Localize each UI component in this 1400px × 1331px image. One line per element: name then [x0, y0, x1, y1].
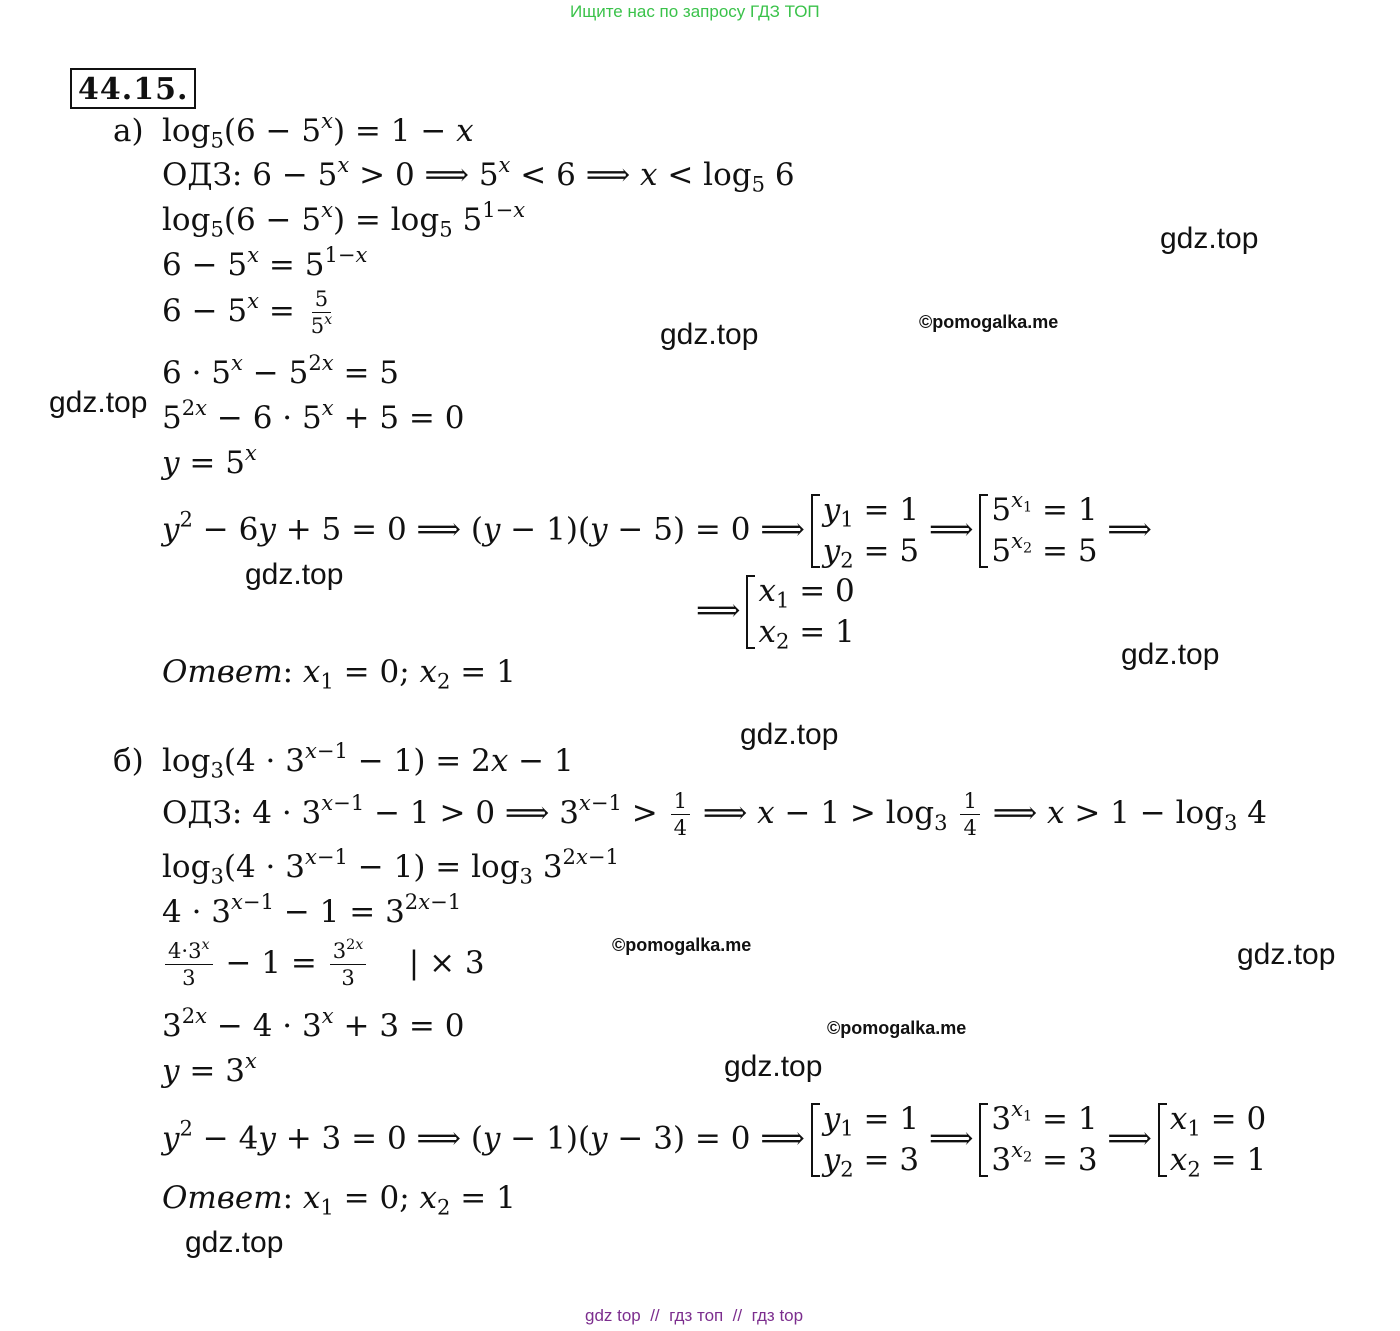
bracket — [811, 494, 820, 568]
part-b-step-3: $\frac{4\cdot 3^x}{3}$ − 1 = $\frac{3^{2x}}{3}$ | × 3 — [162, 940, 485, 989]
part-b-answer: Ответ: $x_1 = 0$; $x_2 = 1$ — [162, 1180, 516, 1220]
bracket — [811, 1103, 820, 1177]
part-a-step-3: $6 - 5^x$ = $\frac{5}{5^x}$ — [162, 288, 338, 337]
copyright-mark: ©pomogalka.me — [612, 935, 752, 955]
watermark: gdz.top — [1121, 638, 1220, 671]
bracket — [979, 1103, 988, 1177]
part-b-answer-label: Ответ — [162, 1180, 283, 1216]
watermark: gdz.top — [185, 1226, 284, 1259]
watermark: gdz.top — [245, 558, 344, 591]
part-a-answer-label: Ответ — [162, 654, 283, 690]
fraction: $\frac{1}{4}$ — [671, 790, 690, 839]
part-a-quadratic: $y^2 - 6y + 5 = 0$ ⟹ (y − 1)(y − 5) = 0 ⟹ $y_1 = 1$ $y_2 = 5$ ⟹ $5^{x_1} = 1$ $5^{x_2} = 5$ ⟹ — [162, 486, 1152, 573]
problem-number: 44.15. — [70, 68, 196, 109]
copyright-mark: ©pomogalka.me — [827, 1018, 967, 1038]
watermark: gdz.top — [724, 1050, 823, 1083]
watermark: gdz.top — [740, 718, 839, 751]
part-b-step-2: $4 \cdot 3^{x-1} - 1 = 3^{2x-1}$ — [162, 888, 462, 930]
fraction: $\frac{5}{5^x}$ — [310, 286, 333, 339]
watermark: gdz.top — [49, 386, 148, 419]
part-b-label: б) — [113, 743, 144, 779]
part-a-odz: ОДЗ: $6 - 5^x > 0$ ⟹ $5^x < 6$ ⟹ $x < \log_5 6$ — [162, 151, 795, 197]
bottom-banner: gdz top // гдз топ // гдз top — [585, 1306, 804, 1325]
fraction: $\frac{3^{2x}}{3}$ — [330, 940, 367, 989]
fraction: $\frac{4\cdot 3^x}{3}$ — [165, 940, 213, 989]
part-a-step-5: $5^{2x} - 6 \cdot 5^x + 5 = 0$ — [162, 394, 465, 436]
watermark: gdz.top — [1160, 222, 1259, 255]
part-a-step-2: $6 - 5^x = 5^{1-x}$ — [162, 241, 368, 283]
part-b-odz: ОДЗ: $4 \cdot 3^{x-1} - 1 > 0$ ⟹ $3^{x-1}$ > $\frac{1}{4}$ ⟹ $x - 1 > \log_3$ $\frac{1}{4}$ ⟹ $x > 1 - \log_3 4$ — [162, 788, 1268, 841]
part-b-odz-label: ОДЗ: — [162, 795, 243, 832]
bracket — [746, 575, 755, 649]
bracket — [1158, 1103, 1167, 1177]
copyright-mark: ©pomogalka.me — [919, 312, 1059, 332]
part-a-roots: ⟹ $x_1 = 0$ $x_2 = 1$ — [696, 573, 855, 654]
part-b-equation: $\log_3(4 \cdot 3^{x-1} - 1) = 2x - 1$ — [162, 737, 574, 783]
part-b-step-1: $\log_3(4 \cdot 3^{x-1} - 1) = \log_3 3^{2x-1}$ — [162, 843, 619, 889]
part-a-substitution: $y = 5^x$ — [162, 439, 257, 481]
part-a-label: а) — [113, 113, 144, 149]
part-a-odz-label: ОДЗ: — [162, 157, 243, 193]
watermark: gdz.top — [660, 318, 759, 351]
fraction: $\frac{1}{4}$ — [960, 790, 979, 839]
part-a-equation: $\log_5(6 - 5^x) = 1 - x$ — [162, 107, 474, 153]
part-a-answer: Ответ: $x_1 = 0$; $x_2 = 1$ — [162, 654, 516, 694]
part-a-step-4: $6 \cdot 5^x - 5^{2x} = 5$ — [162, 349, 400, 391]
part-b-quadratic: $y^2 - 4y + 3 = 0$ ⟹ (y − 1)(y − 3) = 0 ⟹ $y_1 = 1$ $y_2 = 3$ ⟹ $3^{x_1} = 1$ $3^{x_2} = 3$ ⟹ $x_1 = 0$ $x_2 = 1$ — [162, 1095, 1267, 1182]
part-a-step-1: $\log_5(6 - 5^x) = \log_5 5^{1-x}$ — [162, 196, 526, 242]
top-banner: Ищите нас по запросу ГДЗ ТОП — [570, 2, 820, 21]
part-b-substitution: $y = 3^x$ — [162, 1047, 257, 1089]
watermark: gdz.top — [1237, 938, 1336, 971]
bracket — [979, 494, 988, 568]
part-b-step-4: $3^{2x} - 4 \cdot 3^x + 3 = 0$ — [162, 1002, 465, 1044]
